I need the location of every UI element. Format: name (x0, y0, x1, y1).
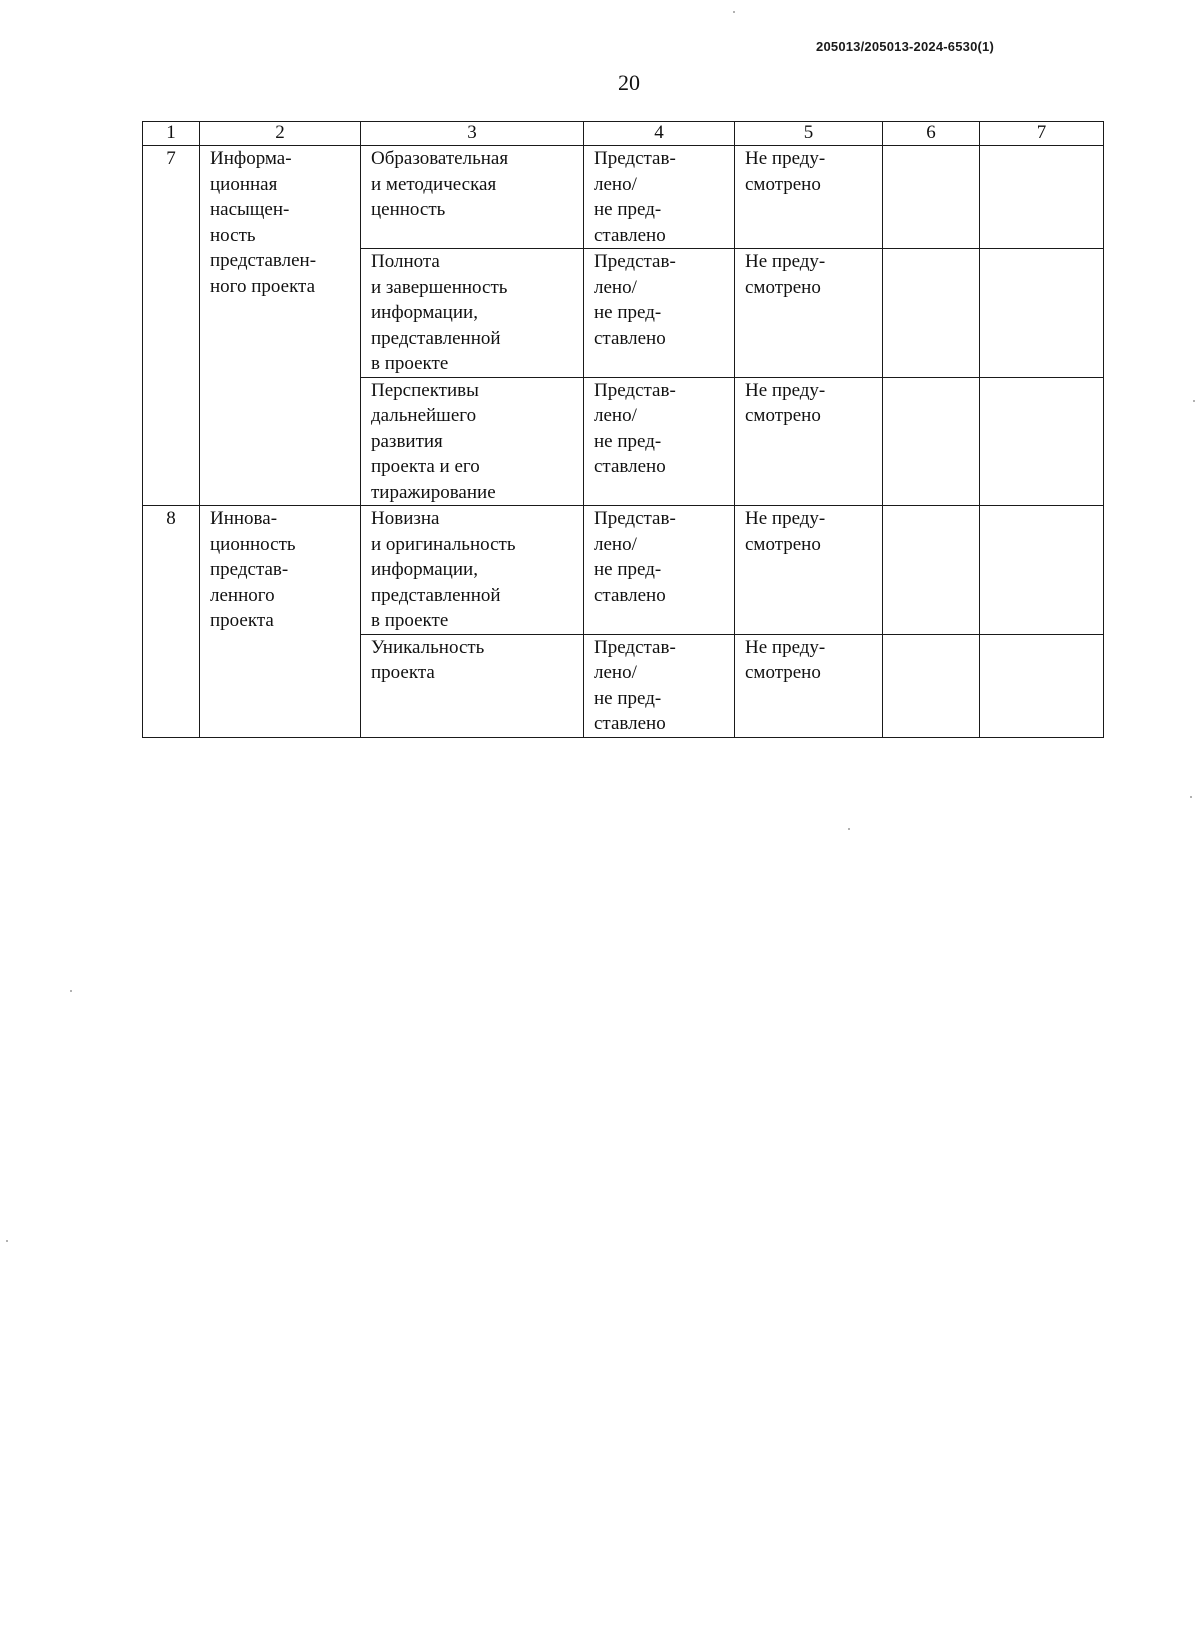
score-cell (883, 146, 980, 249)
presence-cell: Представ- лено/ не пред- ставлено (584, 506, 735, 635)
note-cell: Не преду- смотрено (735, 506, 883, 635)
note-cell: Не преду- смотрено (735, 249, 883, 378)
comment-cell (980, 634, 1104, 737)
scan-speck (848, 828, 850, 830)
indicator-cell: Новизна и оригинальность информации, представленной в проекте (361, 506, 584, 635)
comment-cell (980, 249, 1104, 378)
score-cell (883, 249, 980, 378)
column-header: 2 (200, 122, 361, 146)
score-cell (883, 634, 980, 737)
scan-speck (733, 11, 735, 13)
indicator-cell: Уникальность проекта (361, 634, 584, 737)
table-row (143, 506, 1104, 635)
indicator-cell: Образовательная и методическая ценность (361, 146, 584, 249)
score-cell (883, 377, 980, 506)
scan-speck (1190, 796, 1192, 798)
criterion-number: 8 (143, 506, 200, 738)
presence-cell: Представ- лено/ не пред- ставлено (584, 377, 735, 506)
criterion-number: 7 (143, 146, 200, 506)
criterion-name: Иннова- ционность представ- ленного проекта (200, 506, 361, 738)
scan-speck (6, 1240, 8, 1242)
column-header: 1 (143, 122, 200, 146)
scan-speck (1193, 400, 1195, 402)
indicator-cell: Перспективы дальнейшего развития проекта и его тиражирование (361, 377, 584, 506)
evaluation-criteria-table (142, 121, 1104, 738)
column-header: 4 (584, 122, 735, 146)
note-cell: Не преду- смотрено (735, 377, 883, 506)
comment-cell (980, 506, 1104, 635)
scan-speck (70, 990, 72, 992)
page-number: 20 (618, 70, 640, 95)
note-cell: Не преду- смотрено (735, 146, 883, 249)
column-header: 3 (361, 122, 584, 146)
document-code: 205013/205013-2024-6530(1) (816, 39, 994, 54)
column-header: 5 (735, 122, 883, 146)
note-cell: Не преду- смотрено (735, 634, 883, 737)
presence-cell: Представ- лено/ не пред- ставлено (584, 634, 735, 737)
table-row (143, 146, 1104, 249)
presence-cell: Представ- лено/ не пред- ставлено (584, 146, 735, 249)
comment-cell (980, 377, 1104, 506)
column-header: 6 (883, 122, 980, 146)
presence-cell: Представ- лено/ не пред- ставлено (584, 249, 735, 378)
column-number-row (143, 122, 1104, 146)
comment-cell (980, 146, 1104, 249)
indicator-cell: Полнота и завершенность информации, представленной в проекте (361, 249, 584, 378)
score-cell (883, 506, 980, 635)
column-header: 7 (980, 122, 1104, 146)
criterion-name: Информа- ционная насыщен- ность представлен- ного проекта (200, 146, 361, 506)
